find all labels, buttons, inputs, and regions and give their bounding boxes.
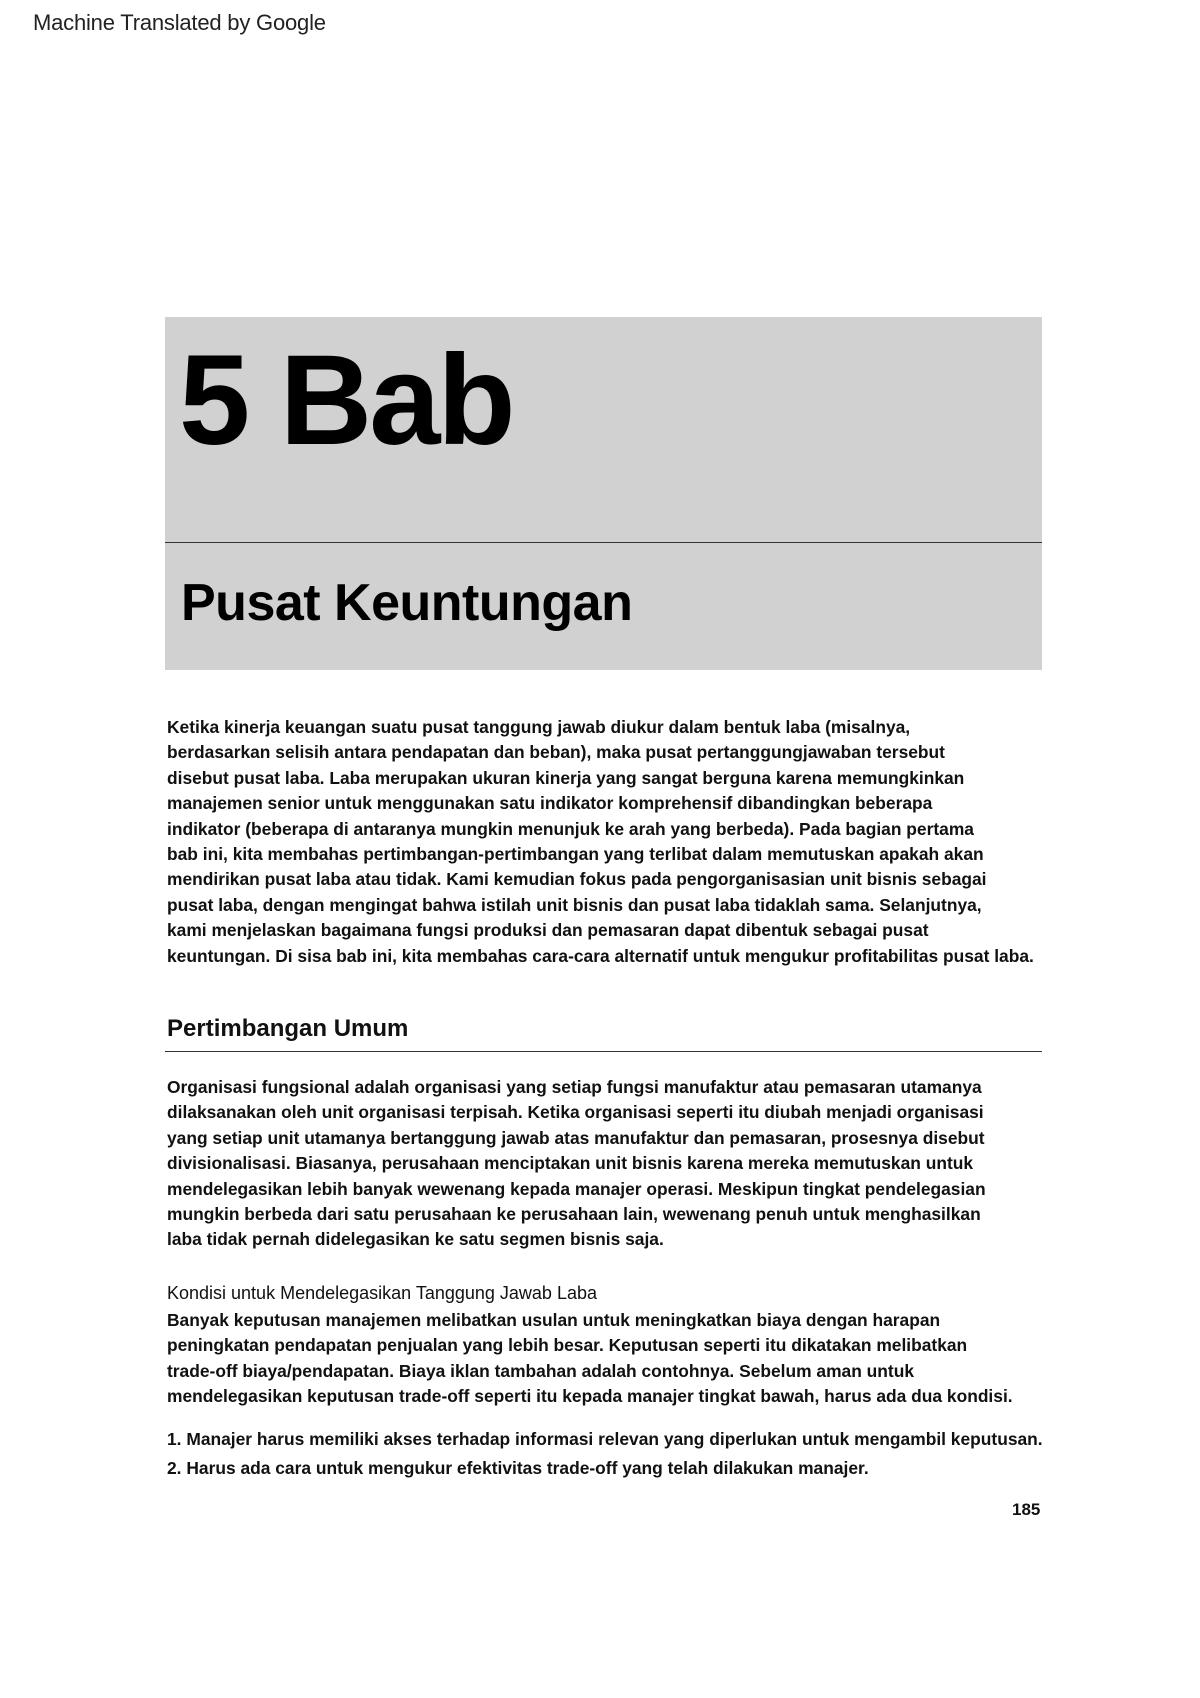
chapter-title: Pusat Keuntungan bbox=[181, 574, 633, 632]
page-number: 185 bbox=[1012, 1500, 1041, 1519]
text-line: mendelegasikan keputusan trade-off seperti itu kepada manajer tingkat bawah, harus ada dua kondisi. bbox=[167, 1386, 1013, 1407]
text-line: peningkatan pendapatan penjualan yang lebih besar. Keputusan seperti itu dikatakan melibatkan bbox=[167, 1335, 968, 1356]
text-line: Organisasi fungsional adalah organisasi yang setiap fungsi manufaktur atau pemasaran utamanya bbox=[167, 1077, 982, 1097]
chapter-number: 5 Bab bbox=[179, 329, 513, 472]
subsection-heading: Kondisi untuk Mendelegasikan Tanggung Jawab Laba bbox=[167, 1283, 597, 1303]
subsection-paragraph bbox=[167, 1308, 1127, 1410]
text-line: berdasarkan selisih antara pendapatan dan beban), maka pusat pertanggungjawaban tersebut bbox=[167, 742, 945, 763]
text-line: disebut pusat laba. Laba merupakan ukuran kinerja yang sangat berguna karena memungkinkan bbox=[167, 767, 965, 788]
conditions-list bbox=[167, 1425, 1147, 1483]
list-item: 1. Manajer harus memiliki akses terhadap informasi relevan yang diperlukan untuk mengambil keputusan. bbox=[167, 1429, 1043, 1449]
text-line: dilaksanakan oleh unit organisasi terpisah. Ketika organisasi seperti itu diubah menjadi organisasi bbox=[167, 1102, 984, 1123]
machine-translation-banner: Machine Translated by Google bbox=[33, 10, 326, 35]
text-line: keuntungan. Di sisa bab ini, kita membahas cara-cara alternatif untuk mengukur profitabilitas pusat laba. bbox=[167, 945, 1034, 966]
list-item: 2. Harus ada cara untuk mengukur efektivitas trade-off yang telah dilakukan manajer. bbox=[167, 1458, 869, 1478]
text-line: kami menjelaskan bagaimana fungsi produksi dan pemasaran dapat dibentuk sebagai pusat bbox=[167, 920, 929, 941]
text-line: laba tidak pernah didelegasikan ke satu segmen bisnis saja. bbox=[167, 1229, 664, 1250]
chapter-divider bbox=[165, 542, 1042, 543]
text-line: manajemen senior untuk menggunakan satu indikator komprehensif dibandingkan beberapa bbox=[167, 793, 933, 814]
text-line: mendirikan pusat laba atau tidak. Kami kemudian fokus pada pengorganisasian unit bisnis sebagai bbox=[167, 869, 987, 890]
intro-paragraph bbox=[167, 715, 1127, 969]
text-line: mungkin berbeda dari satu perusahaan ke perusahaan lain, wewenang penuh untuk menghasilkan bbox=[167, 1204, 981, 1225]
chapter-header-box bbox=[165, 317, 1042, 670]
text-line: pusat laba, dengan mengingat bahwa istilah unit bisnis dan pusat laba tidaklah sama. Selanjutnya, bbox=[167, 894, 982, 915]
text-line: yang setiap unit utamanya bertanggung jawab atas manufaktur dan pemasaran, prosesnya disebut bbox=[167, 1127, 985, 1148]
text-line: divisionalisasi. Biasanya, perusahaan menciptakan unit bisnis karena mereka memutuskan untuk bbox=[167, 1153, 974, 1174]
section-paragraph bbox=[167, 1075, 1127, 1253]
section-heading: Pertimbangan Umum bbox=[167, 1015, 409, 1042]
text-line: Banyak keputusan manajemen melibatkan usulan untuk meningkatkan biaya dengan harapan bbox=[167, 1310, 941, 1330]
text-line: Ketika kinerja keuangan suatu pusat tanggung jawab diukur dalam bentuk laba (misalnya, bbox=[167, 717, 911, 737]
section-divider bbox=[165, 1051, 1042, 1052]
text-line: mendelegasikan lebih banyak wewenang kepada manajer operasi. Meskipun tingkat pendelegasian bbox=[167, 1178, 986, 1199]
text-line: trade-off biaya/pendapatan. Biaya iklan tambahan adalah contohnya. Sebelum aman untuk bbox=[167, 1360, 914, 1381]
text-line: indikator (beberapa di antaranya mungkin menunjuk ke arah yang berbeda). Pada bagian pertama bbox=[167, 818, 974, 839]
text-line: bab ini, kita membahas pertimbangan-pertimbangan yang terlibat dalam memutuskan apakah akan bbox=[167, 844, 984, 865]
